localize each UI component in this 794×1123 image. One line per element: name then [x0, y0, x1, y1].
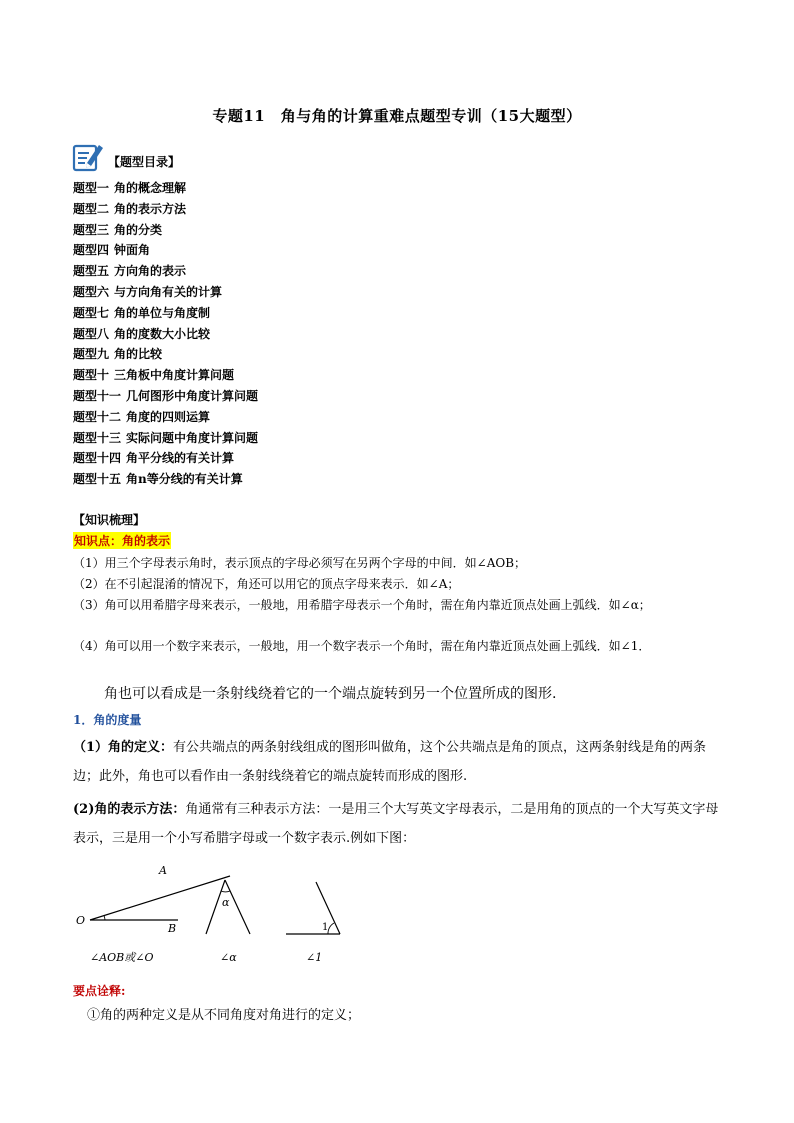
alpha-label: α	[222, 896, 230, 909]
knowledge-point-2: （2）在不引起混淆的情况下，角还可以用它的顶点字母来表示．如∠A；	[73, 577, 460, 591]
definition-label: （1）角的定义：	[73, 740, 174, 755]
notation-text: 角通常有三种表示方法：一是用三个大写英文字母表示，二是用角的顶点的一个大写英文字母表示，三是用一个小写希腊字母或一个数字表示.例如下图：	[73, 802, 719, 846]
knowledge-point-label: 知识点：角的表示	[74, 534, 171, 548]
toc-header-label: 【题型目录】	[108, 154, 181, 169]
toc-item: 题型十二 角度的四则运算	[73, 409, 211, 424]
angle-one-label: 1	[322, 922, 329, 933]
key-notes-label: 要点诠释:	[73, 984, 126, 998]
section-title: 1．角的度量	[73, 713, 142, 727]
toc-item: 题型七 角的单位与角度制	[73, 305, 211, 320]
toc-item: 题型二 角的表示方法	[73, 201, 187, 216]
toc-item: 题型四 钟面角	[73, 243, 151, 258]
toc-item: 题型十 三角板中角度计算问题	[73, 368, 235, 383]
toc-item: 题型十四 角平分线的有关计算	[73, 451, 235, 466]
toc-item: 题型五 方向角的表示	[73, 264, 187, 279]
toc-item: 题型十五 角n等分线的有关计算	[73, 472, 243, 487]
toc-item: 题型十三 实际问题中角度计算问题	[73, 430, 259, 445]
figure1-caption: ∠AOB或∠O	[90, 951, 154, 964]
toc-item: 题型九 角的比较	[73, 347, 163, 362]
figure-angle-alpha	[206, 880, 250, 964]
point-a-label: A	[159, 864, 167, 877]
angle-figures	[70, 858, 360, 968]
figure-angle-1	[286, 882, 340, 964]
knowledge-point-4: （4）角可以用一个数字来表示，一般地，用一个数字表示一个角时，需在角内靠近顶点处画上弧线．如∠1．	[73, 639, 651, 653]
page-title: 专题11 角与角的计算重难点题型专训（15大题型）	[212, 107, 582, 125]
definition-text: 有公共端点的两条射线组成的图形叫做角，这个公共端点是角的顶点，这两条射线是角的两条边；此外，角也可以看作由一条射线绕着它的端点旋转而形成的图形.	[73, 740, 707, 784]
toc-item: 题型一 角的概念理解	[73, 181, 187, 195]
toc-item: 题型三 角的分类	[73, 222, 163, 237]
key-note-1: ①角的两种定义是从不同角度对角进行的定义；	[87, 1008, 361, 1023]
notepad-pencil-icon	[72, 140, 104, 176]
knowledge-header: 【知识梳理】	[73, 513, 146, 527]
angle-definition	[73, 733, 725, 791]
notation-label: (2)角的表示方法：	[73, 802, 186, 817]
figure3-caption: ∠1	[306, 951, 323, 964]
figure-angle-aob	[76, 864, 230, 964]
point-o-label: O	[76, 914, 86, 927]
toc-item: 题型十一 几何图形中角度计算问题	[73, 388, 259, 403]
knowledge-point-1: （1）用三个字母表示角时，表示顶点的字母必须写在另两个字母的中间．如∠AOB；	[73, 556, 527, 570]
toc-item: 题型六 与方向角有关的计算	[73, 284, 223, 299]
rotation-sentence: 角也可以看成是一条射线绕着它的一个端点旋转到另一个位置所成的图形.	[104, 686, 557, 702]
toc-header	[72, 141, 180, 175]
knowledge-point-3: （3）角可以用希腊字母来表示，一般地，用希腊字母表示一个角时，需在角内靠近顶点处画上弧线．如∠α；	[73, 598, 651, 612]
figure2-caption: ∠α	[220, 951, 237, 964]
toc-list	[73, 178, 258, 490]
angle-notation	[73, 795, 725, 853]
point-b-label: B	[168, 922, 177, 935]
toc-item: 题型八 角的度数大小比较	[73, 326, 211, 341]
